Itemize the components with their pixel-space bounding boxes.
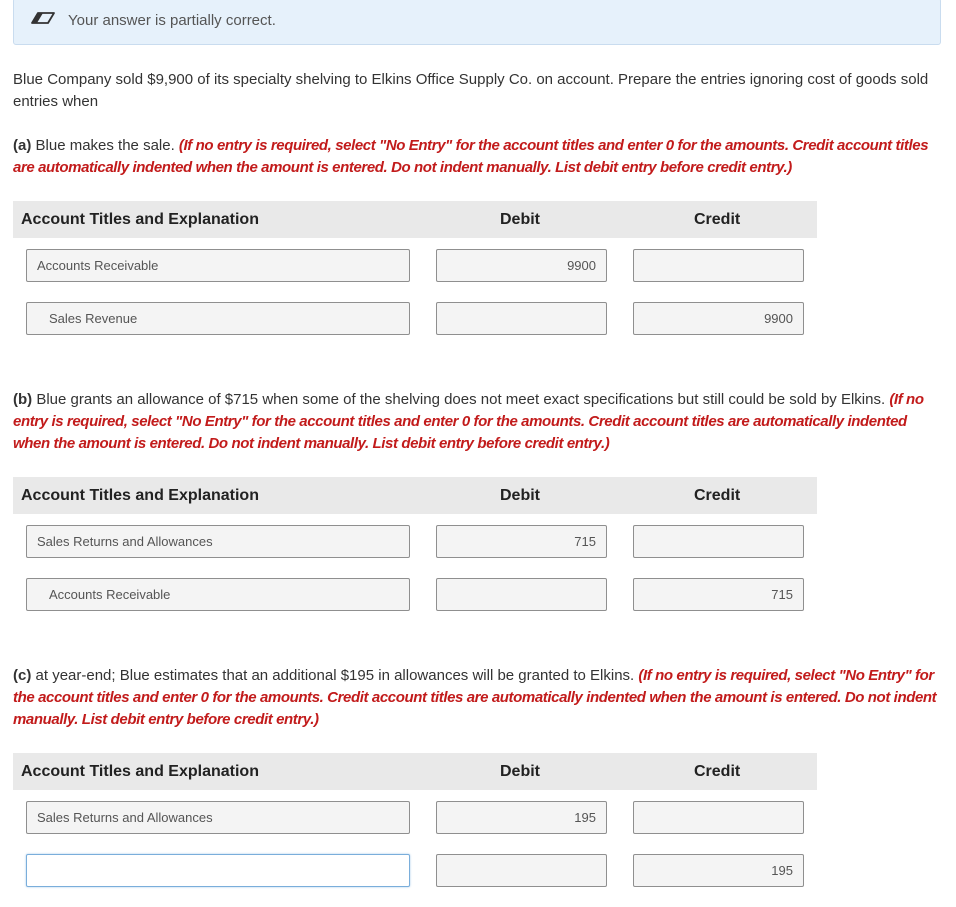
credit-amount-input[interactable] [633,525,804,558]
debit-amount-input[interactable] [436,854,607,887]
instructions: (If no entry is required, select "No Entry" for the account titles and enter 0 for the amounts. Credit account titles are automatically indented when the amount is entered. Do not indent manually. List debit entry before credit entry.) [13,391,924,452]
debit-column-header: Debit [500,487,540,504]
debit-amount-input[interactable] [436,302,607,335]
debit-column-header: Debit [500,763,540,780]
part-a-question [13,135,943,179]
part-b-question [13,389,943,455]
credit-amount-input[interactable]: 9900 [633,302,804,335]
table-header [13,201,817,238]
pencil-eraser-icon [30,9,56,25]
table-header [13,753,817,790]
feedback-message: Your answer is partially correct. [68,12,276,29]
table-header [13,477,817,514]
debit-amount-input[interactable]: 715 [436,525,607,558]
account-title-input[interactable] [26,854,410,887]
debit-amount-input[interactable] [436,578,607,611]
part-c-question [13,665,943,731]
credit-amount-input[interactable]: 715 [633,578,804,611]
account-title-input[interactable]: Sales Returns and Allowances [26,801,410,834]
instructions: (If no entry is required, select "No Entry" for the account titles and enter 0 for the amounts. Credit account titles are automatically indented when the amount is entered. Do not indent manually. List debit entry before credit entry.) [13,667,937,728]
account-title-input[interactable]: Sales Returns and Allowances [26,525,410,558]
debit-amount-input[interactable]: 195 [436,801,607,834]
part-text: Blue makes the sale. [31,137,179,154]
credit-column-header: Credit [694,211,741,228]
account-title-input[interactable]: Sales Revenue [26,302,410,335]
part-label: (b) [13,391,33,408]
credit-column-header: Credit [694,763,741,780]
credit-column-header: Credit [694,487,741,504]
account-title-input[interactable]: Accounts Receivable [26,578,410,611]
instructions: (If no entry is required, select "No Entry" for the account titles and enter 0 for the amounts. Credit account titles are automatically indented when the amount is entered. Do not indent manually. List debit entry before credit entry.) [13,137,929,176]
part-label: (c) [13,667,32,684]
debit-amount-input[interactable]: 9900 [436,249,607,282]
feedback-banner [13,0,941,45]
account-column-header: Account Titles and Explanation [21,211,259,228]
account-column-header: Account Titles and Explanation [21,487,259,504]
problem-intro: Blue Company sold $9,900 of its specialty shelving to Elkins Office Supply Co. on account. Prepare the entries ignoring cost of goods sold entries when [13,71,929,110]
debit-column-header: Debit [500,211,540,228]
part-text: at year-end; Blue estimates that an additional $195 in allowances will be granted to Elkins. [31,667,639,684]
part-text: Blue grants an allowance of $715 when some of the shelving does not meet exact specifications but still could be sold by Elkins. [32,391,890,408]
credit-amount-input[interactable] [633,249,804,282]
part-label: (a) [13,137,32,154]
credit-amount-input[interactable] [633,801,804,834]
credit-amount-input[interactable]: 195 [633,854,804,887]
account-title-input[interactable]: Accounts Receivable [26,249,410,282]
account-column-header: Account Titles and Explanation [21,763,259,780]
